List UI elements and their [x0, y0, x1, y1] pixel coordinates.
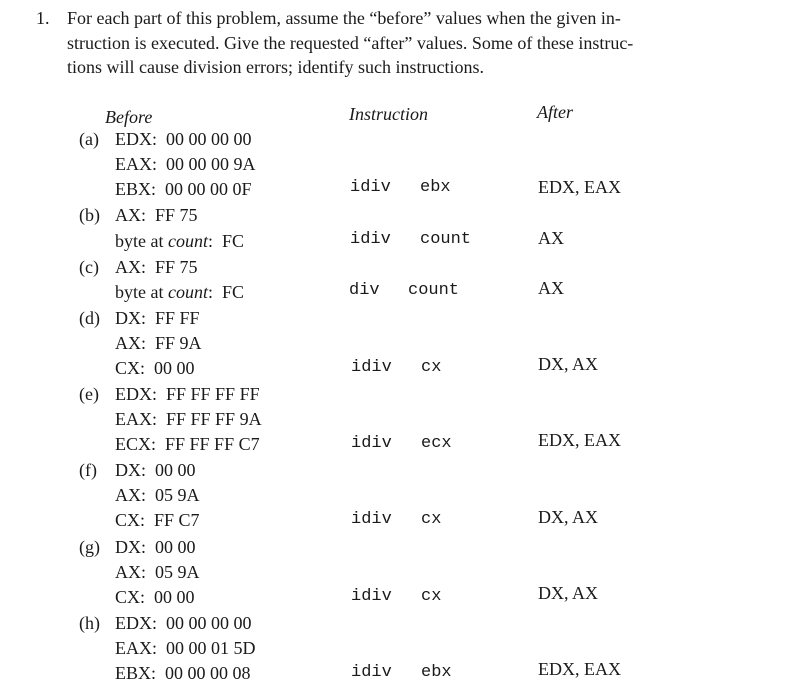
part-label: (b) — [79, 205, 100, 225]
after-registers: AX — [538, 228, 564, 248]
register-value: FC — [222, 231, 245, 251]
register-name: ECX: — [115, 434, 157, 454]
register-name: count — [167, 231, 208, 251]
register-name: EBX: — [115, 663, 157, 683]
before-register-line — [115, 152, 256, 176]
register-value: 00 00 — [154, 587, 195, 607]
register-name: AX: — [115, 562, 146, 582]
register-name: EDX: — [115, 129, 157, 149]
before-register-line — [115, 432, 260, 456]
register-name: CX: — [115, 510, 146, 530]
part-label: (d) — [79, 308, 100, 328]
before-register-line — [115, 407, 262, 431]
before-register-line — [115, 585, 195, 609]
register-value: 00 00 — [155, 537, 196, 557]
register-suffix: : — [207, 282, 213, 302]
after-registers: EDX, EAX — [538, 659, 621, 679]
before-register-line — [115, 203, 198, 227]
instruction-operand: ecx — [421, 434, 452, 453]
before-register-line — [115, 483, 200, 507]
register-value: FF FF FF FF — [166, 384, 260, 404]
register-name: EDX: — [115, 384, 157, 404]
before-register-line — [115, 280, 244, 304]
register-value: FF 75 — [155, 257, 198, 277]
instruction-opcode: idiv — [351, 510, 392, 529]
register-value: 00 00 00 08 — [165, 663, 251, 683]
before-register-line — [115, 331, 202, 355]
register-value: 00 00 — [155, 460, 196, 480]
register-name: EAX: — [115, 638, 157, 658]
register-value: 00 00 — [154, 358, 195, 378]
after-registers: AX — [538, 278, 564, 298]
instruction-opcode: idiv — [351, 358, 392, 377]
register-value: 00 00 00 00 — [166, 129, 252, 149]
before-register-line — [115, 458, 196, 482]
part-label: (c) — [79, 257, 99, 277]
register-value: 00 00 01 5D — [166, 638, 256, 658]
instruction-opcode: idiv — [351, 663, 392, 682]
part-label: (g) — [79, 537, 100, 557]
register-name: CX: — [115, 587, 146, 607]
after-registers: DX, AX — [538, 507, 599, 527]
instruction-opcode: idiv — [351, 587, 392, 606]
register-value: FF 75 — [155, 205, 198, 225]
register-name: AX: — [115, 333, 146, 353]
instruction-operand: cx — [421, 587, 442, 606]
instruction-opcode: div — [349, 281, 380, 300]
register-prefix: byte at — [115, 282, 168, 302]
before-register-line — [115, 382, 260, 406]
after-registers: EDX, EAX — [538, 430, 621, 450]
register-name: AX: — [115, 257, 146, 277]
before-register-line — [115, 661, 251, 685]
before-register-line — [115, 255, 198, 279]
register-value: FF FF FF C7 — [165, 434, 260, 454]
before-register-line — [115, 306, 200, 330]
part-label: (f) — [79, 460, 97, 480]
instruction-opcode: idiv — [350, 230, 391, 249]
register-prefix: byte at — [115, 231, 168, 251]
instruction-operand: count — [408, 281, 460, 300]
register-name: CX: — [115, 358, 146, 378]
instruction-opcode: idiv — [351, 434, 392, 453]
part-label: (e) — [79, 384, 99, 404]
register-value: FF FF — [155, 308, 200, 328]
instruction-operand: count — [420, 230, 472, 249]
instruction-operand: cx — [421, 510, 442, 529]
register-value: 00 00 00 0F — [165, 179, 252, 199]
register-name: DX: — [115, 537, 146, 557]
after-registers: EDX, EAX — [538, 177, 621, 197]
before-register-line — [115, 177, 252, 201]
column-header-after: After — [537, 102, 573, 122]
register-name: EDX: — [115, 613, 157, 633]
register-value: FF C7 — [154, 510, 200, 530]
part-label: (a) — [79, 129, 99, 149]
column-header-instruction: Instruction — [349, 104, 428, 124]
instruction-operand: ebx — [420, 178, 451, 197]
before-register-line — [115, 636, 256, 660]
problem-text-line-1: For each part of this problem, assume the “before” values when the given in- — [67, 8, 621, 28]
register-value: FF FF FF 9A — [166, 409, 262, 429]
register-name: EBX: — [115, 179, 157, 199]
register-suffix: : — [207, 231, 213, 251]
register-name: EAX: — [115, 409, 157, 429]
register-value: 00 00 00 00 — [166, 613, 252, 633]
problem-statement — [0, 0, 802, 80]
instruction-operand: cx — [421, 358, 442, 377]
register-name: DX: — [115, 308, 146, 328]
after-registers: DX, AX — [538, 354, 599, 374]
before-register-line — [115, 127, 252, 151]
register-value: 05 9A — [155, 485, 200, 505]
register-value: FC — [222, 282, 245, 302]
problem-text-line-2: struction is executed. Give the requested “after” values. Some of these instruc- — [67, 33, 634, 53]
before-register-line — [115, 356, 195, 380]
register-value: 00 00 00 9A — [166, 154, 256, 174]
register-name: count — [167, 282, 208, 302]
before-register-line — [115, 611, 252, 635]
before-register-line — [115, 535, 196, 559]
before-register-line — [115, 229, 244, 253]
before-register-line — [115, 508, 200, 532]
register-name: EAX: — [115, 154, 157, 174]
register-name: AX: — [115, 205, 146, 225]
instruction-opcode: idiv — [350, 178, 391, 197]
register-value: FF 9A — [155, 333, 202, 353]
register-name: DX: — [115, 460, 146, 480]
register-name: AX: — [115, 485, 146, 505]
problem-number: 1. — [36, 8, 50, 28]
before-register-line — [115, 560, 200, 584]
instruction-operand: ebx — [421, 663, 452, 682]
part-label: (h) — [79, 613, 100, 633]
column-header-before: Before — [105, 107, 153, 127]
after-registers: DX, AX — [538, 583, 599, 603]
register-value: 05 9A — [155, 562, 200, 582]
problem-text-line-3: tions will cause division errors; identify such instructions. — [67, 57, 484, 77]
